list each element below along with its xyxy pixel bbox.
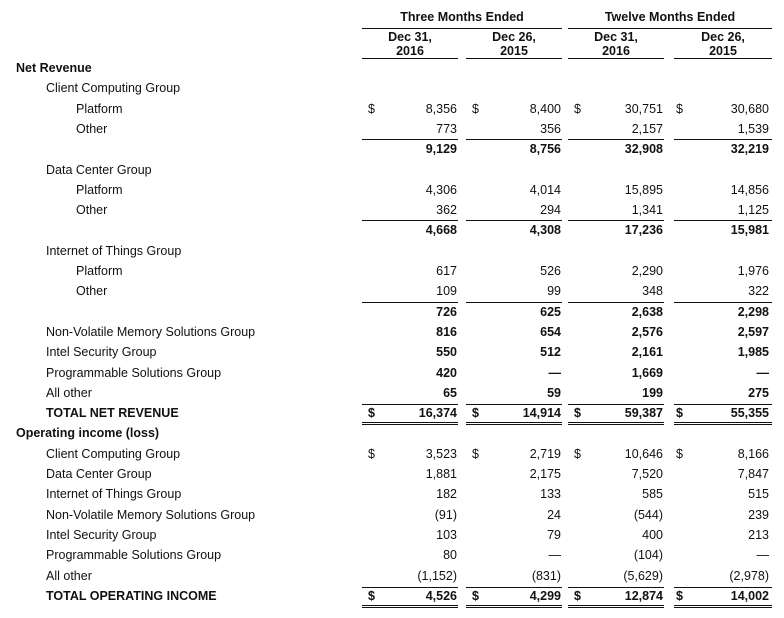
cell-value: 8,400 xyxy=(529,102,561,116)
cell-value: 526 xyxy=(540,264,561,278)
subtotal-rule xyxy=(362,220,458,221)
cell-value: 14,002 xyxy=(730,589,769,603)
total-row xyxy=(0,403,784,423)
row-label: Client Computing Group xyxy=(46,81,181,95)
total-rule-bottom xyxy=(466,605,562,606)
subtotal-row xyxy=(0,139,784,159)
table-row xyxy=(0,160,784,180)
row-label: Operating income (loss) xyxy=(16,426,160,440)
subtotal-rule xyxy=(466,302,562,303)
currency-symbol: $ xyxy=(676,406,683,420)
currency-symbol: $ xyxy=(368,447,375,461)
cell-value: 816 xyxy=(436,325,457,339)
subtotal-rule xyxy=(674,220,772,221)
header-col4-year: 2015 xyxy=(709,44,737,58)
cell-value: 2,175 xyxy=(529,467,561,481)
cell-value: 24 xyxy=(547,508,561,522)
total-rule-top xyxy=(466,587,562,588)
cell-value: 59,387 xyxy=(624,406,663,420)
header-divider-twelve xyxy=(568,28,772,29)
total-rule-top xyxy=(568,404,664,405)
cell-value: 550 xyxy=(436,345,457,359)
subtotal-rule xyxy=(466,220,562,221)
cell-value: 239 xyxy=(748,508,769,522)
header-col1-year: 2016 xyxy=(396,44,424,58)
row-label: Client Computing Group xyxy=(46,447,181,461)
subtotal-row xyxy=(0,302,784,322)
total-rule-top xyxy=(674,404,772,405)
cell-value: 773 xyxy=(436,122,457,136)
row-label: Data Center Group xyxy=(46,163,152,177)
cell-value: 4,306 xyxy=(425,183,457,197)
cell-value: 2,157 xyxy=(631,122,663,136)
header-col3-date: Dec 31, xyxy=(594,30,638,44)
cell-value: 103 xyxy=(436,528,457,542)
currency-symbol: $ xyxy=(368,102,375,116)
total-rule-top xyxy=(466,404,562,405)
cell-value: 32,908 xyxy=(624,142,663,156)
row-label: Intel Security Group xyxy=(46,345,157,359)
cell-value: 109 xyxy=(436,284,457,298)
cell-value: (91) xyxy=(434,508,457,522)
cell-value: 7,520 xyxy=(631,467,663,481)
table-row xyxy=(0,281,784,301)
cell-value: 12,874 xyxy=(624,589,663,603)
header-col2-date: Dec 26, xyxy=(492,30,536,44)
table-row xyxy=(0,119,784,139)
cell-value: — xyxy=(548,548,561,562)
total-rule-double xyxy=(362,607,458,608)
row-label: Programmable Solutions Group xyxy=(46,366,222,380)
row-label: Platform xyxy=(76,264,123,278)
currency-symbol: $ xyxy=(472,589,479,603)
row-label: Intel Security Group xyxy=(46,528,157,542)
cell-value: 16,374 xyxy=(418,406,457,420)
cell-value: 294 xyxy=(540,203,561,217)
cell-value: 2,161 xyxy=(631,345,663,359)
subtotal-rule xyxy=(568,139,664,140)
cell-value: 8,356 xyxy=(425,102,457,116)
header-col1-date: Dec 31, xyxy=(388,30,432,44)
cell-value: 30,751 xyxy=(624,102,663,116)
row-label: Internet of Things Group xyxy=(46,244,182,258)
cell-value: 99 xyxy=(547,284,561,298)
table-row xyxy=(0,261,784,281)
row-label: Programmable Solutions Group xyxy=(46,548,222,562)
cell-value: 17,236 xyxy=(624,223,663,237)
currency-symbol: $ xyxy=(676,589,683,603)
subtotal-row xyxy=(0,220,784,240)
cell-value: — xyxy=(756,548,769,562)
cell-value: 2,298 xyxy=(737,305,769,319)
row-label: All other xyxy=(46,569,92,583)
total-rule-double xyxy=(466,607,562,608)
row-label: Platform xyxy=(76,102,123,116)
subtotal-rule xyxy=(674,302,772,303)
row-label: Other xyxy=(76,284,108,298)
row-label: Data Center Group xyxy=(46,467,152,481)
header-twelve-months: Twelve Months Ended xyxy=(604,10,736,24)
cell-value: 1,341 xyxy=(631,203,663,217)
cell-value: 15,981 xyxy=(730,223,769,237)
cell-value: 2,638 xyxy=(631,305,663,319)
cell-value: 213 xyxy=(748,528,769,542)
subtotal-rule xyxy=(362,302,458,303)
currency-symbol: $ xyxy=(472,447,479,461)
cell-value: 30,680 xyxy=(730,102,769,116)
cell-value: (104) xyxy=(633,548,663,562)
cell-value: 322 xyxy=(748,284,769,298)
cell-value: 585 xyxy=(642,487,663,501)
table-row xyxy=(0,78,784,98)
currency-symbol: $ xyxy=(472,102,479,116)
cell-value: 65 xyxy=(443,386,457,400)
cell-value: 133 xyxy=(540,487,561,501)
total-rule-top xyxy=(568,587,664,588)
currency-symbol: $ xyxy=(574,589,581,603)
total-rule-bottom xyxy=(674,605,772,606)
header-col4-date: Dec 26, xyxy=(701,30,745,44)
table-row xyxy=(0,363,784,383)
currency-symbol: $ xyxy=(574,447,581,461)
cell-value: (1,152) xyxy=(417,569,457,583)
row-label: All other xyxy=(46,386,92,400)
header-col2-year: 2015 xyxy=(500,44,528,58)
cell-value: 4,299 xyxy=(529,589,561,603)
table-row xyxy=(0,484,784,504)
subtotal-rule xyxy=(466,139,562,140)
total-rule-bottom xyxy=(362,605,458,606)
table-row xyxy=(0,383,784,403)
cell-value: 199 xyxy=(642,386,663,400)
subtotal-rule xyxy=(362,139,458,140)
header-col3 xyxy=(568,30,664,58)
cell-value: 420 xyxy=(436,366,457,380)
cell-value: 726 xyxy=(436,305,457,319)
header-col4 xyxy=(674,30,772,58)
cell-value: 2,290 xyxy=(631,264,663,278)
table-row xyxy=(0,525,784,545)
subtotal-rule xyxy=(568,220,664,221)
cell-value: 2,719 xyxy=(529,447,561,461)
cell-value: (544) xyxy=(633,508,663,522)
cell-value: 79 xyxy=(547,528,561,542)
row-label: Other xyxy=(76,122,108,136)
total-row xyxy=(0,586,784,606)
cell-value: 14,856 xyxy=(730,183,769,197)
cell-value: 14,914 xyxy=(522,406,561,420)
currency-symbol: $ xyxy=(472,406,479,420)
cell-value: 4,526 xyxy=(425,589,457,603)
cell-value: 617 xyxy=(436,264,457,278)
subtotal-rule xyxy=(674,139,772,140)
cell-value: 2,576 xyxy=(631,325,663,339)
currency-symbol: $ xyxy=(676,102,683,116)
header-divider-three xyxy=(362,28,562,29)
cell-value: 32,219 xyxy=(730,142,769,156)
cell-value: 55,355 xyxy=(730,406,769,420)
total-rule-bottom xyxy=(568,605,664,606)
cell-value: 4,668 xyxy=(425,223,457,237)
cell-value: 1,881 xyxy=(425,467,457,481)
cell-value: 9,129 xyxy=(425,142,457,156)
header-col1 xyxy=(362,30,458,58)
cell-value: 348 xyxy=(642,284,663,298)
cell-value: (831) xyxy=(531,569,561,583)
currency-symbol: $ xyxy=(676,447,683,461)
table-row xyxy=(0,444,784,464)
cell-value: 8,166 xyxy=(737,447,769,461)
currency-symbol: $ xyxy=(574,406,581,420)
cell-value: 1,985 xyxy=(737,345,769,359)
table-row xyxy=(0,241,784,261)
cell-value: 182 xyxy=(436,487,457,501)
table-row xyxy=(0,99,784,119)
table-row xyxy=(0,200,784,220)
cell-value: — xyxy=(548,366,561,380)
cell-value: 362 xyxy=(436,203,457,217)
currency-symbol: $ xyxy=(368,406,375,420)
table-row xyxy=(0,464,784,484)
cell-value: 4,308 xyxy=(529,223,561,237)
header-col3-year: 2016 xyxy=(602,44,630,58)
cell-value: 7,847 xyxy=(737,467,769,481)
cell-value: 4,014 xyxy=(529,183,561,197)
cell-value: 8,756 xyxy=(529,142,561,156)
cell-value: 10,646 xyxy=(624,447,663,461)
cell-value: 275 xyxy=(748,386,769,400)
row-label: Platform xyxy=(76,183,123,197)
cell-value: 1,539 xyxy=(737,122,769,136)
cell-value: 625 xyxy=(540,305,561,319)
row-label: Internet of Things Group xyxy=(46,487,182,501)
cell-value: 356 xyxy=(540,122,561,136)
row-label: TOTAL NET REVENUE xyxy=(46,406,179,420)
cell-value: 1,669 xyxy=(631,366,663,380)
total-rule-double xyxy=(674,607,772,608)
row-label: Net Revenue xyxy=(16,61,92,75)
header-three-months: Three Months Ended xyxy=(400,10,524,24)
table-row xyxy=(0,566,784,586)
cell-value: (2,978) xyxy=(729,569,769,583)
table-row xyxy=(0,322,784,342)
cell-value: 80 xyxy=(443,548,457,562)
cell-value: 3,523 xyxy=(425,447,457,461)
cell-value: 59 xyxy=(547,386,561,400)
row-label: Non-Volatile Memory Solutions Group xyxy=(46,325,256,339)
section-header-row xyxy=(0,423,784,443)
cell-value: (5,629) xyxy=(623,569,663,583)
cell-value: 15,895 xyxy=(624,183,663,197)
row-label: TOTAL OPERATING INCOME xyxy=(46,589,217,603)
table-row xyxy=(0,180,784,200)
table-row xyxy=(0,545,784,565)
cell-value: 512 xyxy=(540,345,561,359)
cell-value: 2,597 xyxy=(737,325,769,339)
total-rule-top xyxy=(362,587,458,588)
table-row xyxy=(0,505,784,525)
total-rule-top xyxy=(362,404,458,405)
total-rule-double xyxy=(568,607,664,608)
subtotal-rule xyxy=(568,302,664,303)
row-label: Other xyxy=(76,203,108,217)
cell-value: 515 xyxy=(748,487,769,501)
cell-value: — xyxy=(756,366,769,380)
cell-value: 654 xyxy=(540,325,561,339)
currency-symbol: $ xyxy=(574,102,581,116)
total-rule-top xyxy=(674,587,772,588)
header-col2 xyxy=(466,30,562,58)
cell-value: 400 xyxy=(642,528,663,542)
cell-value: 1,125 xyxy=(737,203,769,217)
table-row xyxy=(0,342,784,362)
currency-symbol: $ xyxy=(368,589,375,603)
section-header-row xyxy=(0,58,784,78)
row-label: Non-Volatile Memory Solutions Group xyxy=(46,508,256,522)
cell-value: 1,976 xyxy=(737,264,769,278)
